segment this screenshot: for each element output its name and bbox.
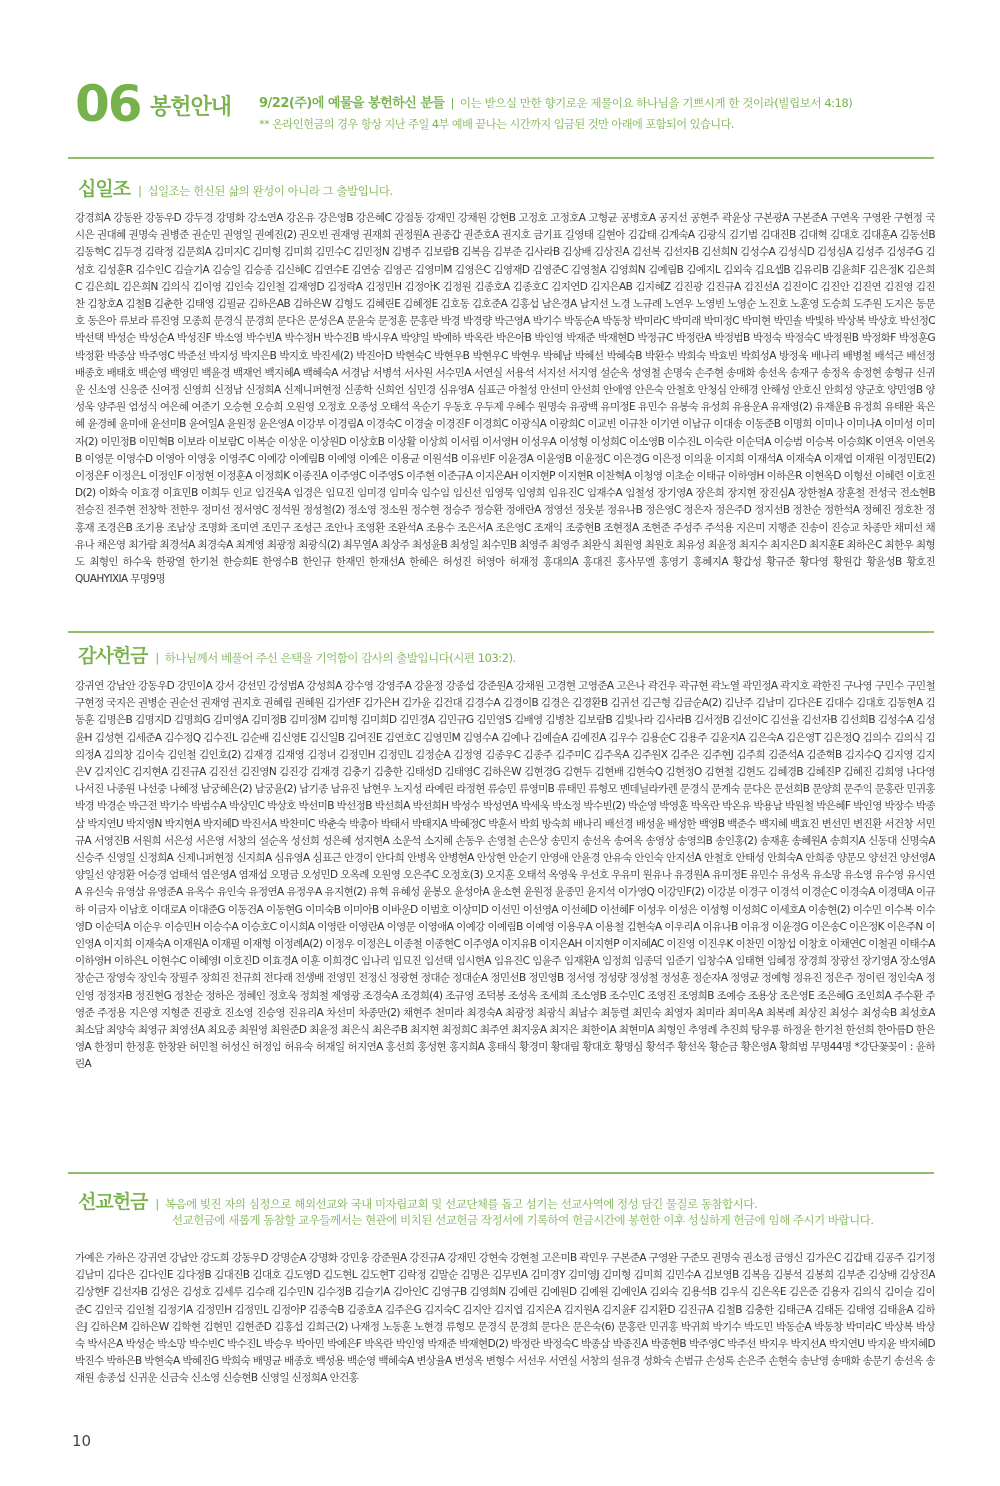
divider bbox=[68, 157, 934, 159]
divider bbox=[68, 1172, 934, 1174]
tithe-section-header bbox=[78, 174, 393, 201]
header-scripture: 이는 받으실 만한 향기로운 제물이요 하나님을 기쁘시게 한 것이라(빌립보서 4:18) bbox=[459, 96, 853, 110]
mission-separator: | bbox=[155, 1197, 159, 1211]
tithe-title: 십일조 bbox=[78, 178, 131, 200]
tithe-subtitle: 십일조는 헌신된 삶의 완성이 아니라 그 출발입니다. bbox=[147, 184, 393, 198]
thanks-title: 감사헌금 bbox=[78, 645, 148, 667]
header-line-1 bbox=[259, 92, 852, 111]
divider bbox=[68, 631, 934, 633]
page-number: 10 bbox=[72, 1432, 92, 1450]
mission-subtitle: 복음에 빚진 자의 심정으로 해외선교와 국내 미자립교회 및 선교단체를 돕고 섬기는 선교사역에 정성 담긴 물질로 동참합시다. bbox=[164, 1197, 758, 1211]
thanks-section-header bbox=[78, 641, 516, 668]
section-number: 06 bbox=[75, 75, 141, 133]
header-online-note: ** 온라인헌금의 경우 항상 지난 주일 4부 예배 끝나는 시간까지 입금된 것만 아래에 포함되어 있습니다. bbox=[259, 118, 734, 131]
tithe-separator: | bbox=[138, 184, 142, 198]
mission-title: 선교헌금 bbox=[78, 1191, 148, 1213]
tithe-name-list: 강경희A 강동완 강동우D 강두경 강명화 강소연A 강온유 강은영B 강은혜C 강점동 강재민 강채원 강현B 고정호 고정호A 고형균 공병호A 공지선 공현주 곽윤상 구본광A 구본준A 구연옥 구영완 구현정 국시은 권대혜 권명숙 권병준 권순민 권영일 권예진(2) 권오빈 권재영 권재희 권정원A 권종갑 권준호A 권지호 금기표 길영태 길현아 김갑태 김계숙A 김광식 김기범 김대진B 김대혁 김대호 김대훈A 김동선B 김동혁C 김두경 김락정 김문희A 김미지C 김미형 김미희 김민수C 김민정N 김병주 김보람B 김복음 김부준 김사라B 김상배 김상진A 김선복 김선자B 김선희N 김성수A 김성식D 김성심A 김성주 김성주G 김성호 김성훈R 김수인C 김슬기A 김승일 김승종 김신혜C 김연수E 김연숭 김영곤 김영미M 김영은C 김영재D 김영준C 김영철A 김영희N 김예림B 김예지L 김외숙 김요셉B 김유리B 김윤희F 김은정K 김은희C 김은희L 김은희N 김의식 김이영 김인숙 김인철 김재영D 김정락A 김정민H 김정아K 김정원 김종호A 김종호C 김지연D 김지은AB 김지혜Z 김진광 김진규A 김진선A 김진이C 김진안 김진연 김진영 김진찬 김창호A 김철B 김춘한 김태영 김필균 김하은AB 김하은W 김형도 김혜린E 김혜정E 김호동 김호준A 김홍섭 남은경A 남지선 노경 노규례 노연우 노영빈 노영순 노진호 노훈영 도승희 도주원 도지은 동문호 동은아 류보라 류진영 모종희 문경식 문경희 문다은 문성은A 문윤숙 문정훈 문홍란 박경 박경량 박근영A 박기수 박동순A 박동창 박미라C 박미래 박미정C 박미현 박민솔 박빛하 박상복 박상호 박선정C 박선택 박성순 박성순A 박성진F 박소영 박수빈A 박수정H 박수진B 박시우A 박양일 박예하 박옥란 박은아B 박인영 박재준 박재현D 박정규C 박정란A 박정범B 박정숙 박정숙C 박정원B 박정화F 박정훈G 박정환 박종삼 박주영C 박준선 박지성 박지은B 박지호 박진세(2) 박진아D 박현숙C 박현우B 박현우C 박현우 박혜남 박혜선 박혜숙B 박환수 박희숙 박효빈 박희성A 방정욱 배나리 배병철 배석근 배선정 배종호 배태호 백순영 백영민 백윤경 백재언 백지혜A 백혜숙A 서경남 서병석 서사원 서수민A 서연실 서용석 서지선 서지영 설순옥 성영철 손명숙 손주현 송매화 송선옥 송재구 송정옥 송정현 송형규 신귀운 신소영 신응준 신여정 신영희 신정남 신정희A 신제니퍼현정 신종학 신희언 심민경 심유영A 심표근 아철성 안선미 안선희 안애영 안은숙 안철호 안청심 안해경 안해성 안호신 안희성 양군호 양민영B 양성욱 양주원 엄성식 여은혜 여준기 오승현 오승희 오원영 오정호 오종성 오태석 옥순기 우동호 우두제 우혜수 원명숙 유광백 유미정E 유민수 유봉숙 유성희 유용운A 유재영(2) 유재운B 유정희 유태완 육은혜 윤경혜 윤미애 윤선미B 윤여일A 윤원정 윤은영A 이강부 이경림A 이경숙C 이경술 이경진F 이경희C 이광식A 이광희C 이교빈 이규찬 이기연 이남규 이대송 이동준B 이명희 이미나 이미나A 이미성 이미자(2) 이민정B 이민혁B 이보라 이보람C 이복순 이상운 이상원D 이상호B 이상활 이상희 이서림 이서영H 이성우A 이성형 이성희C 이소영B 이수진L 이숙란 이순덕A 이승범 이승복 이승희K 이연옥 이연옥B 이영문 이영수D 이영아 이영웅 이영주C 이예강 이예림B 이예영 이예은 이용균 이원석B 이유빈F 이윤경A 이윤영B 이윤정C 이은경G 이은정 이의윤 이지희 이재석A 이재숙A 이재엽 이재원 이정민E(2) 이정은F 이정은L 이정인F 이정현 이정훈A 이정희K 이종진A 이주영C 이주영S 이주현 이준규A 이지은AH 이지현P 이지현R 이찬혁A 이청영 이초순 이태규 이하영H 이하은R 이현옥D 이형선 이혜련 이호진D(2) 이화숙 이효경 이효민B 이희두 인교 임건욱A 임경은 임묘진 임미경 임미숙 임수임 임신선 임영묵 임영희 임유진C 임재수A 임철성 장기영A 장은희 장지현 장진심A 장한철A 장훈철 전성국 전소현B 전승진 전주현 전창학 전한우 정미선 정서영C 정석원 정성철(2) 정소영 정소원 정수현 정승주 정승환 정애란A 정영선 정웃분 정유나B 정은영C 정은자 정은주D 정지선B 정찬순 정한석A 정혜진 정호찬 정홍재 조경은B 조기용 조남상 조명화 조미연 조민구 조성근 조안나 조영환 조완석A 조용수 조은서A 조은영C 조재익 조중현B 조현정A 조현준 주성주 주석용 지은미 지행준 진송이 진승교 차종만 채미선 채유나 채은영 최가람 최경석A 최경숙A 최계영 최광정 최광식(2) 최무열A 최상주 최성윤B 최성일 최수민B 최영주 최영주 최완식 최원영 최원호 최유성 최윤정 최지수 최지은D 최지훈E 최하은C 최한우 최형도 최형인 하수욱 한광열 한기천 한승희E 한영수B 한인규 한재민 한재선A 한혜은 허성진 허영아 허재정 홍대의A 홍대진 홍사무엘 홍영기 홍혜지A 황갑성 황규준 황다영 황원갑 황윤성B 황호진 QUAHYIXIA 무명9명 bbox=[75, 212, 935, 586]
thanks-subtitle: 하나님께서 베풀어 주신 은택을 기억함이 감사의 출발입니다(시편 103:2). bbox=[164, 651, 516, 665]
section-title: 봉헌안내 bbox=[150, 95, 232, 120]
mission-name-list: 가예은 가하은 강귀연 강남안 강도희 강동우D 강명순A 강명화 강민웅 강준원A 강진규A 강재민 강현숙 강현철 고은미B 곽민우 구본준A 구영완 구준모 권명숙 권소정 금영신 김가은C 김갑태 김공주 김기정 김남미 김다은 김다인E 김다정B 김대진B 김대호 김도영D 김도현L 김도현T 김락정 김말순 김명은 김무빈A 김미경Y 김미영J 김미형 김미희 김민수A 김보영B 김복음 김봉석 김봉희 김부준 김상배 김상진A 김상현F 김선자B 김성은 김성호 김세루 김수래 김수민N 김수정B 김슬기A 김아인C 김영구B 김영희N 김예린 김예원D 김예원 김예인A 김외숙 김용석B 김우식 김은옥E 김은준 김용자 김의식 김이슬 김이준C 김인국 김인철 김정기A 김정민H 김정민L 김정아P 김종숙B 김종호A 김주은G 김지숙C 김지안 김지엽 김지은A 김지원A 김지윤F 김지환D 김진규A 김철B 김충한 김태근A 김태돈 김태영 김태윤A 김하은J 김하은M 김하은W 김학현 김현민 김현준D 김홍섭 김희근(2) 나재정 노동훈 노현경 류형모 문경식 문경희 문다은 문은숙(6) 문홍란 민귀홍 박귀희 박기수 박도민 박동순A 박동창 박미라C 박상복 박상숙 박서은A 박성순 박소망 박수빈C 박수진L 박승우 박아민 박예은F 박옥란 박인영 박재준 박재현D(2) 박정란 박정숙C 박종삼 박종진A 박종현B 박주영C 박주선 박지우 박지선A 박지연U 박지윤 박지혜D 박진수 박하은B 박현숙A 박혜진G 박희숙 배명균 배종호 백성용 백순영 백혜숙A 변상율A 변성옥 변형수 서선우 서연실 서창의 설유경 성화숙 손범규 손성록 손은주 손현숙 송난영 송매화 송문기 송선옥 송재원 송종섭 신귀운 신금숙 신소영 신승현B 신영일 신정희A 안건홍 bbox=[75, 1252, 935, 1385]
header-separator: | bbox=[450, 96, 454, 110]
mission-subtitle-2: 선교헌금에 새롭게 동참할 교우들께서는 현관에 비치된 선교헌금 작정서에 기록하여 헌금시간에 봉헌한 이후 성실하게 헌금에 임해 주시기 바랍니다. bbox=[172, 1213, 874, 1227]
page-header bbox=[75, 75, 935, 138]
mission-section-header bbox=[78, 1187, 757, 1214]
thanks-separator: | bbox=[155, 651, 159, 665]
thanks-name-list: 강귀연 강남안 강동우D 강민이A 강서 강선민 강성범A 강성희A 강수영 강영주A 강윤정 강종섭 강준원A 강채원 고경현 고영준A 고은나 곽건우 곽규현 곽노열 곽민정A 곽지호 곽한진 구나영 구민수 구민철 구현정 국지은 권병순 권순선 권재영 권지호 권혜림 권혜원 김가연F 김가은H 김가윤 김건대 김경수A 김경이B 김경은 김경환B 김귀선 김근형 김금순A(2) 김난주 김남미 김다은E 김대수 김대호 김동현A 김동훈 김명은B 김명지D 김명희G 김미영A 김미정B 김미정M 김미형 김미희D 김민경A 김민규G 김민영S 김배영 김병찬 김보람B 김빛나라 김사라B 김서정B 김선이C 김선율 김선자B 김선희B 김성수A 김성윤H 김성현 김세준A 김수정Q 김수진L 김순배 김신영E 김신일B 김여진E 김연호C 김영민M 김영수A 김예나 김예슬A 김예진A 김우수 김용순C 김용주 김윤지A 김은숙A 김은영T 김은정Q 김의수 김의식 김의정A 김의창 김이숙 김인철 김인호(2) 김재경 김재영 김정녀 김정민H 김정민L 김정순A 김정영 김종우C 김종주 김주미C 김주옥A 김주원X 김주은 김주현J 김주희 김준석A 김준혁B 김지수Q 김지영 김지은V 김지인C 김지현A 김진규A 김진선 김진영N 김진강 김재경 김충기 김충한 김태성D 김태영C 김하은W 김현경G 김현두 김현배 김현숙Q 김현정O 김현철 김현도 김혜경B 김혜진P 김혜진 김희영 나다영 나서진 나종원 나선중 나혜정 남궁혜은(2) 남궁윤(2) 남기종 남유진 남현우 노지성 라예린 라정현 류승민 류영미B 류태민 류형모 멘데닐라카렌 문경식 문계숙 문다은 문선희B 문양희 문주익 문홍란 민귀홍 박경 박경순 박근전 박기수 박범수A 박상민C 박상호 박선미B 박선정B 박선희A 박선희H 박성수 박성연A 박세욱 박소정 박수빈(2) 박순영 박영훈 박옥란 박온유 박용남 박원철 박은혜F 박인영 박장수 박종삼 박지연U 박지영N 박지현A 박지혜D 박진서A 박찬미C 박춘숙 박총아 박태서 박태지A 박혜정C 박훈서 박희 방숙희 배나리 배선경 배성윤 배성한 백영B 백준수 백지혜 백효진 변선민 변진환 서건창 서민규A 서영진B 서원희 서은성 서은영 서창의 설순옥 성선희 성은혜 성지현A 소운석 소지혜 손동우 손영철 손은상 송민지 송선옥 송여옥 송영상 송영의B 송인홍(2) 송재훈 송혜원A 송희지A 신동대 신명숙A 신승주 신영일 신정희A 신제니퍼현정 신지희A 심유영A 심표근 안경이 안다희 안병옥 안병현A 안상현 안순기 안영애 안윤경 안유숙 안인숙 안지선A 안철호 안태성 안희숙A 안희종 양문모 양선건 양선영A 양일선 양정환 어승경 엄태석 염은영A 염재섭 오명금 오성민D 오옥례 오원영 오은주C 오정호(3) 오지훈 오태석 옥영욱 우선호 우유미 원유나 유경원A 유미정E 유민수 유성옥 유소망 유소영 유수영 유시연A 유신숙 유영삼 유영준A 유옥수 유인숙 유정연A 유정우A 유지현(2) 유혁 유혜성 윤봉오 윤성아A 윤소현 윤원정 윤종민 윤지석 이가영Q 이강민F(2) 이강분 이경구 이경석 이경순C 이경숙A 이경택A 이규하 이금자 이남호 이대로A 이대준G 이동건A 이동현G 이미숙B 이미아B 이바운D 이범호 이상미D 이선민 이선영A 이선혜D 이선혜F 이성우 이성은 이성형 이성희C 이세호A 이송현(2) 이수민 이수복 이수영D 이순덕A 이순우 이승민H 이승수A 이승호C 이시희A 이영란 이영란A 이영문 이영애A 이예강 이예림B 이예영 이용우A 이용철 김현숙A 이우리A 이유나B 이유정 이윤경G 이은송C 이은정K 이은주N 이인영A 이지희 이재숙A 이재원A 이재필 이재형 이정례A(2) 이정우 이정은L 이종철 이종현C 이주영A 이지유B 이지은AH 이지현P 이지혜AC 이진영 이진우K 이찬민 이창섭 이창호 이채연C 이철권 이태수A 이하영H 이하은L 이현수C 이혜영I 이호진D 이효경A 이훈 이희경C 임나리 임묘진 임선택 임시현A 임유진C 임윤주 임재환A 임정희 임종덕 임준기 임창수A 임태현 임혜정 장경희 장광선 장기영A 장소영A 장순근 장영숙 장인숙 장필주 장희진 전규희 전다래 전생배 전영민 전정신 정광현 정대순 정대순A 정민선B 정민영B 정서영 정성량 정성철 정성훈 정순자A 정영균 정예형 정유진 정은주 정이린 정인숙A 정인영 정정자B 정진현G 정찬순 정하은 정혜인 정호욱 정희철 제영광 조경숙A 조경희(4) 조규영 조덕봉 조성옥 조세희 조소영B 조수민C 조영진 조영희B 조예승 조용상 조은영E 조은혜G 조인희A 주수환 주영준 주정용 지은영 지형준 진광호 진소영 진승영 진유리A 차선미 차종만(2) 채현주 천미라 최경숙A 최광정 최광식 최남수 최동렬 최민숙 최영자 최미라 최미옥A 최복례 최상진 최성수 최성숙B 최성호A 최소담 최양숙 최영규 최영선A 최요종 최원영 최원준D 최윤정 최은식 최은주B 최지현 최정희C 최주연 최지웅A 최지은 최한이A 최현미A 최형인 추영례 추진희 탕우룡 하정윤 한기천 한선희 한아름D 한은영A 한정미 한정훈 한창완 허민철 허성신 허정임 허유숙 허재일 허지연A 홍선희 홍성현 홍지희A 홍태식 황경미 황대림 황대호 황명심 황석주 황선옥 황순금 황은영A 황희범 무명44명 *강단꽃꽂이 : 윤하린A bbox=[75, 680, 935, 1071]
header-date-label: 9/22(주)에 예물을 봉헌하신 분들 bbox=[259, 96, 445, 111]
